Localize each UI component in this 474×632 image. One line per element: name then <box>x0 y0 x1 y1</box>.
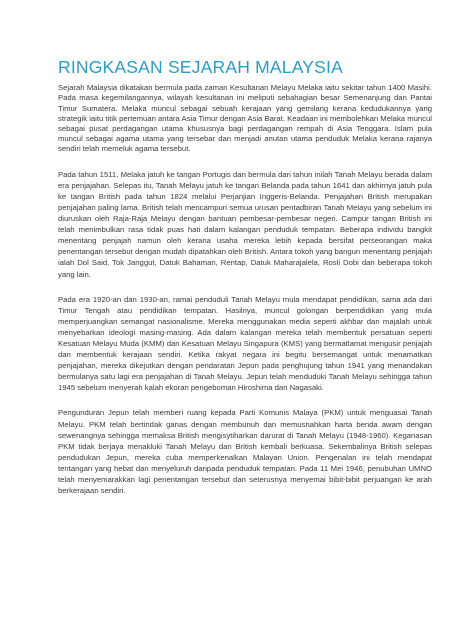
paragraph-1: Sejarah Malaysia dikatakan bermula pada zaman Kesultanan Melayu Melaka iaitu sekitar tahun 1400 Masihi. Pada masa kegemilangannya, wilayah kesultanan ini meliputi sebahagian besar Semenanjung dan Pantai Timur Sumatera. Melaka muncul sebagai sebuah kerajaan yang gemilang kerana kedudukannya yang strategik iaitu titik pertemuan antara Asia Timur dengan Asia Barat. Keadaan ini membolehkan Melaka muncul sebagai pusat perdagangan utama khususnya bagi perdagangan rempah di Asia Tenggara. Islam pula muncul sebagai agama utama yang tersebar dan menjadi anutan utama penduduk Melaka kerana rajanya sendiri telah memeluk agama tersebut. <box>58 83 432 154</box>
paragraph-3: Pada era 1920-an dan 1930-an, ramai penduduli Tanah Melayu mula mendapat pendidikan, sama ada dari Timur Tengah atau pendidikan tempatan. Hasilnya, muncul golongan berpendidikan yang mula memperjuangkan semangat nasionalisme. Mereka menggunakan media seperti akhbar dan majalah untuk menyebarkan ideologi masing-masing. Ada dalam kalangan mereka telah membentuk persatuan seperti Kesatuan Melayu Muda (KMM) dan Kesatuan Melayu Singapura (KMS) yang bermatlamat mengusir penjajah dan membentuk kerajaan sendiri. Ketika rakyat negara ini begitu bersemangat untuk menamatkan penjajahan, mereka dikejutkan dengan pendaratan Jepun pada penghujung tahun 1941 yang menandakan bermulanya satu lagi era penjajahan di Tanah Melayu. Jepun telah menduduki Tanah Melayu sehingga tahun 1945 sebelum menyerah kalah ekoran pengeboman Hiroshima dan Nagasaki. <box>58 294 432 393</box>
paragraph-2: Pada tahun 1511, Melaka jatuh ke tangan Portugis dan bermula dari tahun inilah Tanah Melayu berada dalam era penjajahan. Selepas itu, Tanah Melayu jatuh ke tangan Belanda pada tahun 1641 dan akhirnya jatuh pula ke tangan British pada tahun 1824 melalui Perjanjian Inggeris-Belanda. Penjajahan British merupakan penjajahan paling lama. British telah mencampuri semua urusan pentadbiran Tanah Melayu yang sebelum ini diuruskan oleh Raja-Raja Melayu dengan bantuan pembesar-pembesar negeri. Campur tangan British ini telah menimbulkan rasa tidak puas hati dalam kalangan penduduk tempatan. Beberapa individu bangkit menentang penjajah namun oleh kerana usaha mereka lebih kepada bersifat perseorangan maka penentangan tersebut dengan mudah dipatahkan oleh British. Antara tokoh yang bangun menentang penjajah ialah Dol Said, Tok Janggut, Datuk Bahaman, Rentap, Datuk Maharajalela, Rosli Dobi dan beberapa tokoh yang lain. <box>58 169 432 279</box>
page-title: RINGKASAN SEJARAH MALAYSIA <box>58 57 343 77</box>
paragraph-4: Pengunduran Jepun telah memberi ruang kepada Parti Komunis Malaya (PKM) untuk menguasai Tanah Melayu. PKM telah bertindak ganas dengan membunuh dan memusnahkan harta benda awam dengan sewenangnya sehingga memaksa British mengisytiharkan darurat di Tanah Melayu (1948-1960). Keganasan PKM tidak berjaya menakluki Tanah Melayu dan British kembali berkuasa. Sekembalinya British selepas pendudukan Jepun, mereka cuba memperkenalkan Malayan Union. Pengenalan ini telah mendapat tentangan yang hebat dan menyeluruh daripada penduduk tempatan. Pada 11 Mei 1946, penubuhan UMNO telah menyemarakkan lagi penentangan tersebut dan seterusnya menyemai bibit-bibit perjuangan ke arah berkerajaan sendiri. <box>58 408 432 496</box>
